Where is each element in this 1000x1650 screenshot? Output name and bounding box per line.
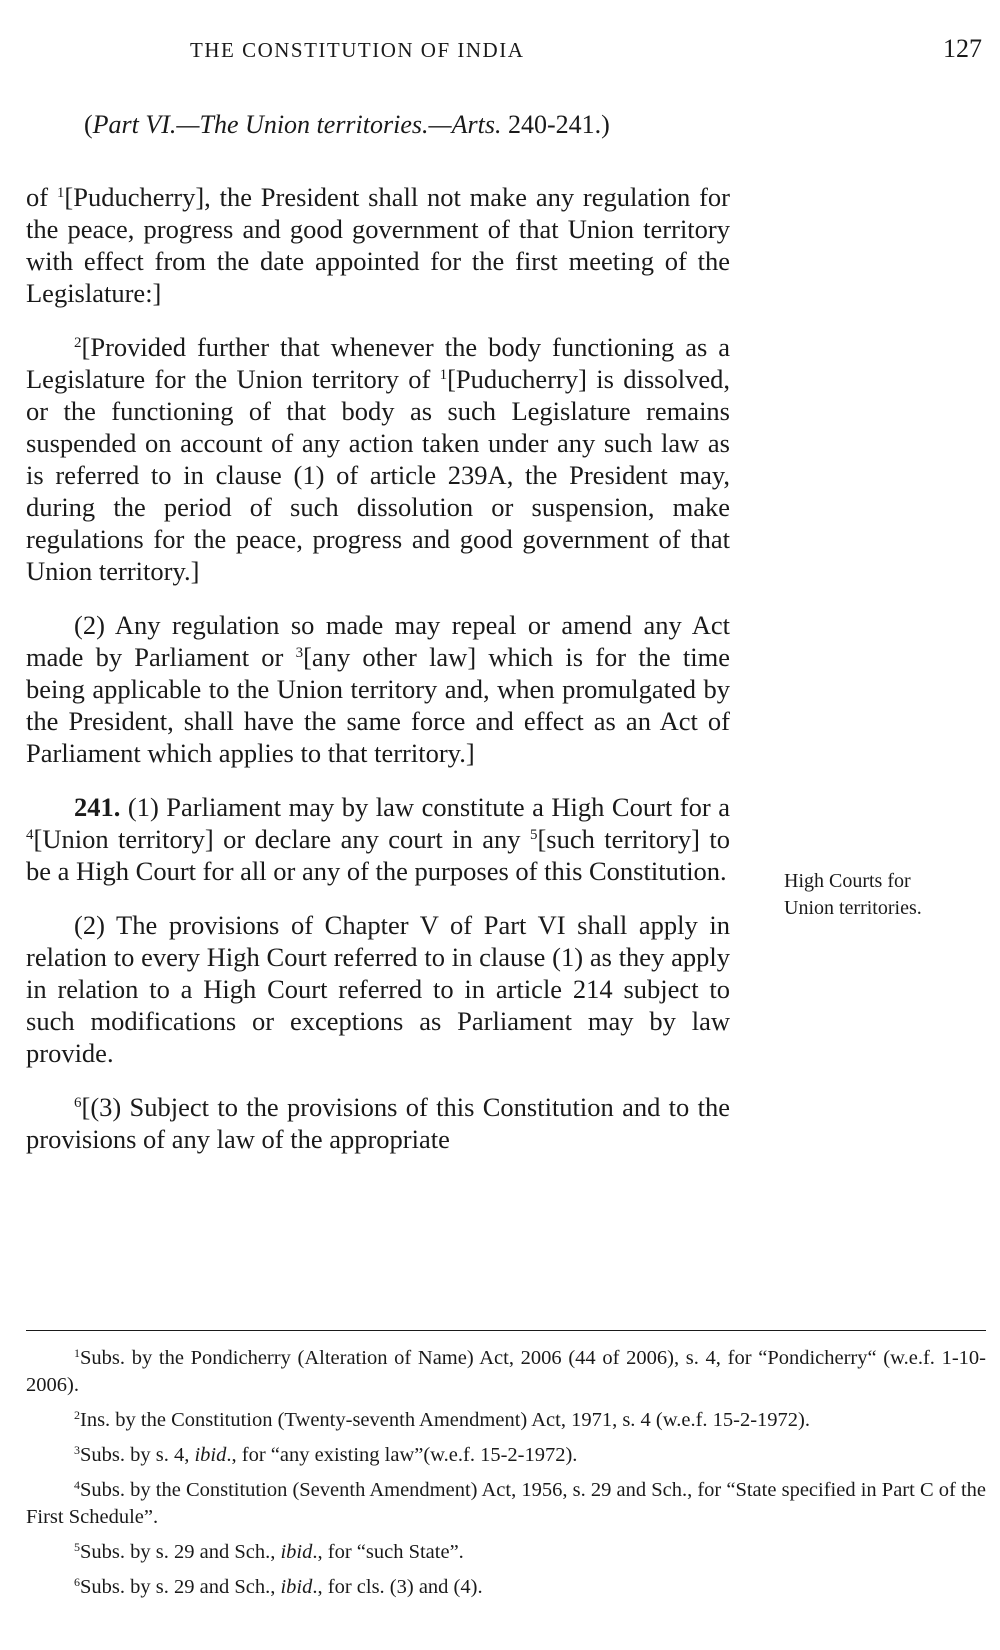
paragraph-3 xyxy=(26,609,730,769)
footnote-ibid: ibid xyxy=(280,1541,313,1563)
footnote-number: 5 xyxy=(74,1540,80,1554)
footnote-text: Subs. by s. 29 and Sch., xyxy=(80,1541,281,1563)
margin-note-line: High Courts for xyxy=(784,870,911,892)
footnote-ibid: ibid xyxy=(194,1444,227,1466)
footnote-text: Subs. by the Constitution (Seventh Amendment) Act, 1956, s. 29 and Sch., for “State specified in Part C of the First Schedule”. xyxy=(26,1479,986,1528)
paragraph-6 xyxy=(26,1091,730,1155)
part-ref-title: Part VI.—The Union territories.—Arts. xyxy=(92,110,502,139)
footnote-3 xyxy=(26,1442,986,1469)
text-run: [such territory] to be a High Court for all or any of the purposes of this Constitution. xyxy=(26,824,730,886)
main-text xyxy=(26,181,730,1177)
running-header: THE CONSTITUTION OF INDIA xyxy=(190,38,525,62)
text-run: [Puducherry], the President shall not make any regulation for the peace, progress and good government of that Union territory with effect from the date appointed for the first meeting of the Legislature:] xyxy=(26,182,730,308)
footnote-4 xyxy=(26,1477,986,1531)
text-run: [Provided further that whenever the body functioning as a Legislature for the Union territory of xyxy=(26,332,730,394)
footnote-ref: 3 xyxy=(295,645,304,661)
paragraph-1 xyxy=(26,181,730,309)
part-reference xyxy=(84,110,610,140)
part-ref-open: ( xyxy=(84,110,93,139)
footnote-text: Subs. by the Pondicherry (Alteration of Name) Act, 2006 (44 of 2006), s. 4, for “Pondicherry“ (w.e.f. 1-10-2006). xyxy=(26,1347,986,1396)
paragraph-2 xyxy=(26,331,730,587)
footnote-ref: 4 xyxy=(26,827,34,843)
paragraph-5: (2) The provisions of Chapter V of Part VI shall apply in relation to every High Court referred to in clause (1) as they apply in relation to a High Court referred to in article 214 subject to such modifications or exceptions as Parliament may by law provide. xyxy=(26,910,730,1068)
footnote-number: 3 xyxy=(74,1443,80,1457)
footnote-ibid: ibid xyxy=(280,1576,313,1598)
footnotes xyxy=(26,1345,986,1609)
footnote-divider xyxy=(26,1330,986,1331)
footnote-text: Subs. by s. 29 and Sch., xyxy=(80,1576,281,1598)
footnote-text: Ins. by the Constitution (Twenty-seventh Amendment) Act, 1971, s. 4 (w.e.f. 15-2-1972). xyxy=(80,1409,811,1431)
footnote-number: 4 xyxy=(74,1478,80,1492)
footnote-ref: 1 xyxy=(56,185,65,201)
page-number: 127 xyxy=(943,34,982,63)
footnote-text: Subs. by s. 4, xyxy=(80,1444,195,1466)
footnote-text: ., for “such State”. xyxy=(312,1541,464,1563)
footnote-6 xyxy=(26,1574,986,1601)
text-run: [(3) Subject to the provisions of this Constitution and to the provisions of any law of the appropriate xyxy=(26,1092,730,1154)
footnote-2 xyxy=(26,1407,986,1434)
footnote-number: 6 xyxy=(74,1575,80,1589)
footnote-ref: 1 xyxy=(439,367,448,383)
footnote-ref: 2 xyxy=(74,335,82,351)
margin-note xyxy=(784,868,994,922)
article-number: 241. xyxy=(74,792,121,822)
text-run: [Puducherry] is dissolved, or the functioning of that body as such Legislature remains suspended on account of any action taken under any such law as is referred to in clause (1) of article 239A, the President may, during the period of such dissolution or suspension, make regulations for the peace, progress and good government of that Union territory.] xyxy=(26,364,730,586)
text-run: [Union territory] or declare any court in any xyxy=(33,824,530,854)
part-ref-articles: 240-241.) xyxy=(507,110,610,139)
footnote-ref: 6 xyxy=(74,1095,82,1111)
footnote-ref: 5 xyxy=(529,827,538,843)
text-run: (2) Any regulation so made may repeal or amend any Act made by Parliament or xyxy=(26,610,730,672)
footnote-text: ., for cls. (3) and (4). xyxy=(312,1576,483,1598)
text-run: of xyxy=(26,182,57,212)
margin-note-line: Union territories. xyxy=(784,897,922,919)
text-run: [any other law] which is for the time being applicable to the Union territory and, when promulgated by the President, shall have the same force and effect as an Act of Parliament which applies to that territory.] xyxy=(26,642,731,768)
text-run: (1) Parliament may by law constitute a High Court for a xyxy=(120,792,730,822)
footnote-text: ., for “any existing law”(w.e.f. 15-2-1972). xyxy=(226,1444,578,1466)
footnote-number: 2 xyxy=(74,1408,80,1422)
footnote-1 xyxy=(26,1345,986,1399)
paragraph-article-241 xyxy=(26,791,730,887)
footnote-5 xyxy=(26,1539,986,1566)
footnote-number: 1 xyxy=(74,1346,80,1360)
